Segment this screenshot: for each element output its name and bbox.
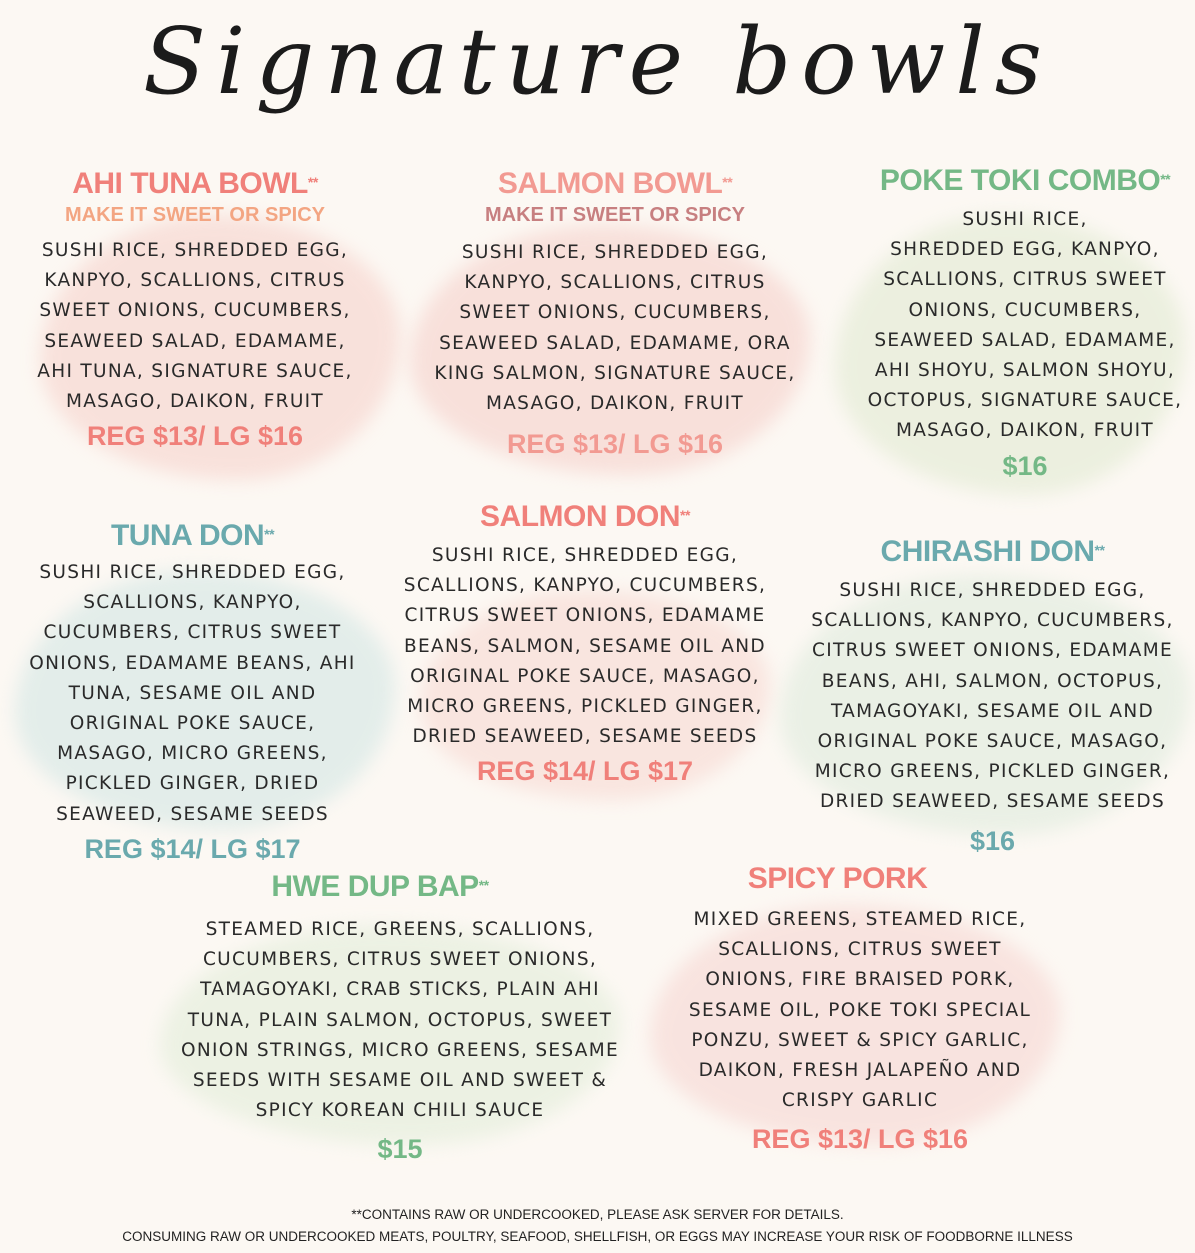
raw-mark: ** bbox=[307, 174, 318, 190]
item-name: SALMON DON** bbox=[480, 500, 690, 533]
raw-mark: ** bbox=[478, 877, 489, 893]
item-description: SUSHI RICE, SHREDDED EGG, KANPYO, SCALLIONS, CITRUS SWEET ONIONS, CUCUMBERS, SEAWEED SALAD, EDAMAME, ORA KING SALMON, SIGNATURE SAUCE, MASAGO, DAIKON, FRUIT bbox=[434, 242, 796, 415]
item-description: SUSHI RICE, SHREDDED EGG, SCALLIONS, KANPYO, CUCUMBERS, CITRUS SWEET ONIONS, EDAMAME BEANS, AHI TUNA, SESAME OIL AND ORIGINAL POKE SAUCE, MASAGO, MICRO GREENS, PICKLED GINGER, DRIED SEAWEED, SESAME SEEDS bbox=[29, 562, 356, 825]
item-description: STEAMED RICE, GREENS, SCALLIONS, CUCUMBERS, CITRUS SWEET ONIONS, TAMAGOYAKI, CRAB STICKS, PLAIN AHI TUNA, PLAIN SALMON, OCTOPUS, SWEET ONION STRINGS, MICRO GREENS, SESAME SEEDS WITH SESAME OIL AND SWEET & SPICY KOREAN CHILI SAUCE bbox=[180, 919, 620, 1122]
item-name: POKE TOKI COMBO** bbox=[879, 164, 1171, 197]
raw-mark: ** bbox=[680, 507, 690, 523]
item-description: SUSHI RICE, SHREDDED EGG, KANPYO, SCALLIONS, CITRUS SWEET ONIONS, CUCUMBERS, SEAWEED SALAD, EDAMAME, AHI TUNA, SIGNATURE SAUCE, MASAGO, DAIKON, FRUIT bbox=[37, 240, 353, 413]
raw-mark: ** bbox=[1160, 171, 1171, 187]
item-price: REG $13/ LG $16 bbox=[751, 1124, 969, 1155]
raw-mark: ** bbox=[264, 526, 275, 542]
item-description: SUSHI RICE, SHREDDED EGG, KANPYO, SCALLIONS, CITRUS SWEET ONIONS, CUCUMBERS, SEAWEED SALAD, EDAMAME, AHI SHOYU, SALMON SHOYU, OCTOPUS, SIGNATURE SAUCE, MASAGO, DAIKON, FRUIT bbox=[867, 209, 1183, 442]
item-description: MIXED GREENS, STEAMED RICE, SCALLIONS, CITRUS SWEET ONIONS, FIRE BRAISED PORK, SESAME OIL, POKE TOKI SPECIAL PONZU, SWEET & SPICY GARLIC, DAIKON, FRESH JALAPEÑO AND CRISPY GARLIC bbox=[688, 909, 1032, 1112]
item-price: REG $13/ LG $16 bbox=[86, 421, 304, 452]
item-name: TUNA DON** bbox=[110, 519, 275, 552]
footer-warning: CONSUMING RAW OR UNDERCOOKED MEATS, POULTRY, SEAFOOD, SHELLFISH, OR EGGS MAY INCREASE YOUR RISK OF FOODBORNE ILLNESS bbox=[122, 1229, 1073, 1244]
menu-item-salmon-don bbox=[400, 499, 770, 790]
item-name: AHI TUNA BOWL** bbox=[72, 167, 318, 200]
item-name: HWE DUP BAP** bbox=[271, 870, 489, 903]
menu-item-hwe-dup-bap bbox=[170, 869, 630, 1168]
item-name: CHIRASHI DON** bbox=[880, 535, 1105, 568]
raw-mark: ** bbox=[722, 174, 733, 190]
item-name: SPICY PORK bbox=[747, 862, 928, 895]
menu-item-tuna-don bbox=[15, 518, 370, 868]
item-price: $16 bbox=[1002, 450, 1048, 481]
item-price: REG $14/ LG $17 bbox=[476, 756, 694, 787]
item-price: REG $13/ LG $16 bbox=[506, 429, 724, 460]
item-description: SUSHI RICE, SHREDDED EGG, SCALLIONS, KANPYO, CUCUMBERS, CITRUS SWEET ONIONS, EDAMAME BEANS, SALMON, SESAME OIL AND ORIGINAL POKE SAUCE, MASAGO, MICRO GREENS, PICKLED GINGER, DRIED SEAWEED, SESAME SEEDS bbox=[403, 545, 767, 748]
item-description: SUSHI RICE, SHREDDED EGG, SCALLIONS, KANPYO, CUCUMBERS, CITRUS SWEET ONIONS, EDAMAME BEANS, AHI, SALMON, OCTOPUS, TAMAGOYAKI, SESAME OIL AND ORIGINAL POKE SAUCE, MASAGO, MICRO GREENS, PICKLED GINGER, DRIED SEAWEED, SESAME SEEDS bbox=[811, 580, 1174, 813]
item-price: $16 bbox=[969, 825, 1016, 856]
page-title: Signature bowls bbox=[143, 8, 1052, 115]
menu-item-poke-toki-combo bbox=[850, 163, 1195, 485]
item-price: REG $14/ LG $17 bbox=[84, 833, 301, 864]
item-subtitle: MAKE IT SWEET OR SPICY bbox=[64, 204, 326, 226]
menu-item-chirashi-don bbox=[805, 534, 1180, 860]
raw-mark: ** bbox=[1094, 542, 1105, 558]
menu-item-salmon-bowl bbox=[430, 166, 800, 463]
footer-note-raw: **CONTAINS RAW OR UNDERCOOKED, PLEASE ASK SERVER FOR DETAILS. bbox=[351, 1207, 844, 1222]
item-price: $15 bbox=[377, 1134, 423, 1165]
item-subtitle: MAKE IT SWEET OR SPICY bbox=[484, 204, 746, 226]
item-name: SALMON BOWL** bbox=[497, 167, 733, 200]
menu-item-ahi-tuna-bowl bbox=[25, 166, 365, 455]
menu-item-spicy-pork bbox=[675, 861, 1045, 1158]
